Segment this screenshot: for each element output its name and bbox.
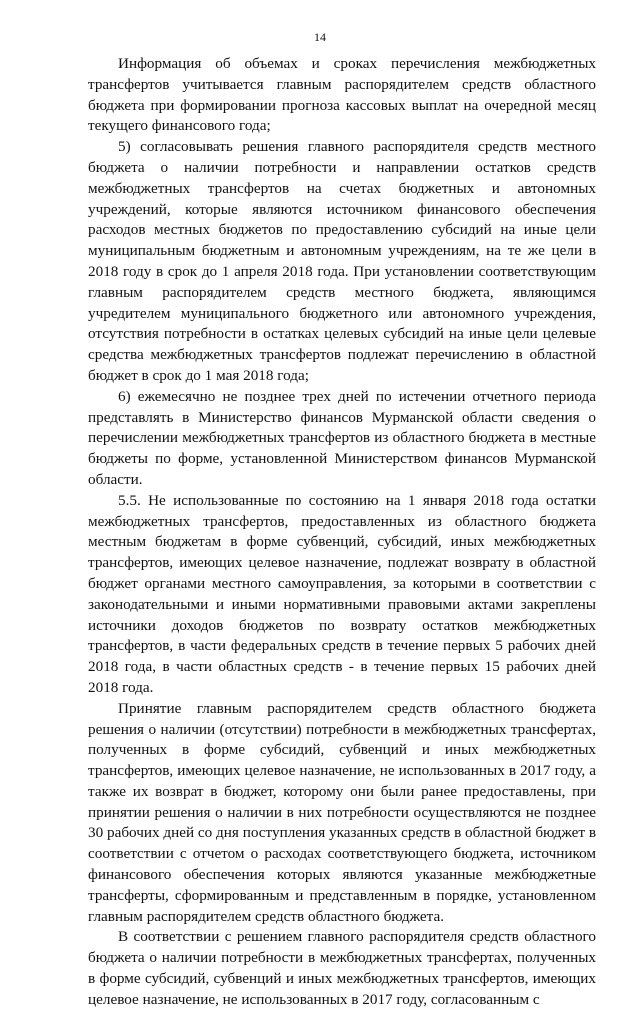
paragraph-transfer-info: Информация об объемах и сроках перечисления межбюджетных трансфертов учитывается главным распорядителем средств областного бюджета при формировании прогноза кассовых выплат на очередной месяц текущего финансового года; — [88, 55, 596, 135]
paragraph-accordance: В соответствии с решением главного распорядителя средств областного бюджета о наличии потребности в межбюджетных трансфертах, полученных в форме субсидий, субвенций и иных межбюджетных трансфертов, имеющих целевое назначение, не использованных в 2017 году, согласованным с — [88, 928, 596, 1008]
document-body — [88, 54, 596, 1011]
paragraph-item-6: 6) ежемесячно не позднее трех дней по истечении отчетного периода представлять в Министерство финансов Мурманской области сведения о перечислении межбюджетных трансфертов из областного бюджета в местные бюджеты по форме, установленной Министерством финансов Мурманской области. — [88, 387, 596, 488]
page-number: 14 — [314, 30, 326, 44]
paragraph-section-5-5: 5.5. Не использованные по состоянию на 1 января 2018 года остатки межбюджетных трансфертов, предоставленных из областного бюджета местным бюджетам в форме субвенций, субсидий, иных межбюджетных трансфертов, имеющих целевое назначение, подлежат возврату в областной бюджет органами местного самоуправления, за которыми в соответствии с законодательными и иными нормативными правовыми актами закреплены источники доходов бюджетов по возврату остатков межбюджетных трансфертов, в части федеральных средств в течение первых 5 рабочих дней 2018 года, в части областных средств - в течение первых 15 рабочих дней 2018 года. — [88, 491, 596, 696]
paragraph-item-5: 5) согласовывать решения главного распорядителя средств местного бюджета о наличии потребности и направлении остатков средств межбюджетных трансфертов на счетах бюджетных и автономных учреждений, которые являются источником финансового обеспечения расходов местных бюджетов по предоставлению субсидий на иные цели муниципальным бюджетным и автономным учреждениям, на те же цели в 2018 году в срок до 1 апреля 2018 года. При установлении соответствующим главным распорядителем средств местного бюджета, являющимся учредителем муниципального бюджетного или автономного учреждения, отсутствия потребности в остатках целевых субсидий на иные цели целевые средства межбюджетных трансфертов подлежат перечислению в областной бюджет в срок до 1 мая 2018 года; — [88, 138, 596, 384]
paragraph-decision-acceptance: Принятие главным распорядителем средств областного бюджета решения о наличии (отсутствии) потребности в межбюджетных трансфертах, полученных в форме субсидий, субвенций и иных межбюджетных трансфертов, имеющих целевое назначение, не использованных в 2017 году, а также их возврат в бюджет, которому они были ранее предоставлены, при принятии решения о наличии в них потребности осуществляются не позднее 30 рабочих дней со дня поступления указанных средств в областной бюджет в соответствии с отчетом о расходах соответствующего бюджета, источником финансового обеспечения которых являются указанные межбюджетные трансферты, сформированным и представленным в порядке, установленном главным распорядителем средств областного бюджета. — [88, 699, 596, 925]
